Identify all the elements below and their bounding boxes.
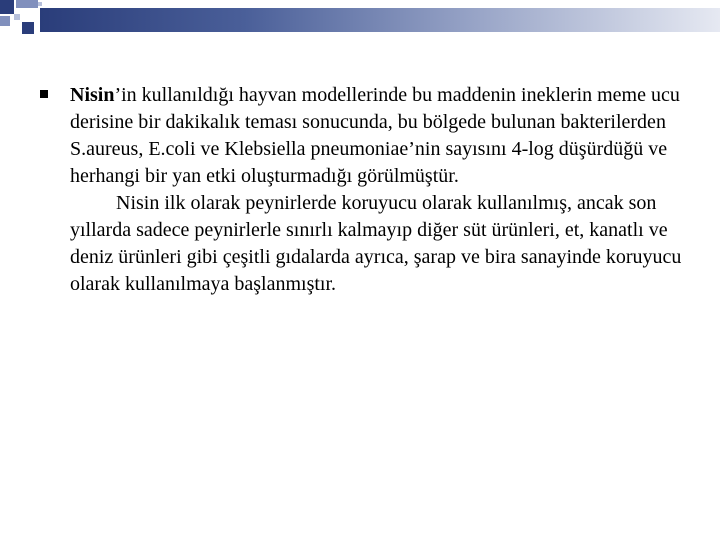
square-bullet-icon [40,90,48,98]
slide-body [34,82,684,298]
decor-square [22,22,34,34]
body-paragraph [70,82,684,190]
bullet-item [34,82,684,298]
decor-square [0,0,14,14]
decor-square [38,2,42,6]
decor-square [0,16,10,26]
header-banner [40,8,720,32]
paragraph-text: ’in kullanıldığı hayvan modellerinde bu maddenin ineklerin meme ucu derisine bir dakikalık teması sonucunda, bu bölgede bulunan bakterilerden S.aureus, E.coli ve Klebsiella pneumoniae’nin sayısını 4-log düşürdüğü ve herhangi bir yan etki oluşturmadığı görülmüştür. [70,84,680,187]
decor-square [14,14,20,20]
body-paragraph: Nisin ilk olarak peynirlerde koruyucu olarak kullanılmış, ancak son yıllarda sadece peynirlerle sınırlı kalmayıp diğer süt ürünleri, et, kanatlı ve deniz ürünleri gibi çeşitli gıdalarda ayrıca, şarap ve bira sanayinde koruyucu olarak kullanılmaya başlanmıştır. [70,192,682,295]
bold-lead-word: Nisin [70,84,115,106]
decor-square [16,0,38,8]
